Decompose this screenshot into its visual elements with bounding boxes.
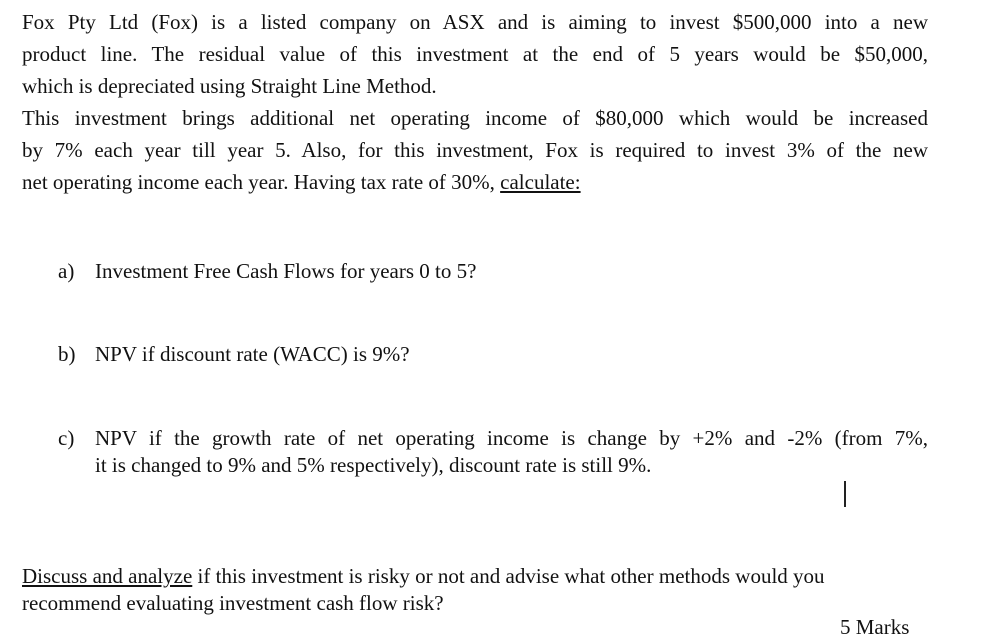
discussion-line-1-text: if this investment is risky or not and advise what other methods would you: [192, 564, 825, 588]
details-paragraph: [22, 102, 928, 198]
text-cursor: [844, 481, 846, 507]
question-a-line-1: Investment Free Cash Flows for years 0 to 5?: [95, 259, 477, 283]
details-line-3: [22, 166, 928, 198]
discuss-analyze-label: Discuss and analyze: [22, 564, 193, 588]
question-c-line-1: NPV if the growth rate of net operating income is change by +2% and -2% (from 7%,: [95, 426, 928, 450]
details-line-2: by 7% each year till year 5. Also, for this investment, Fox is required to invest 3% of the new: [22, 138, 928, 162]
question-c-text: [95, 425, 928, 479]
question-b-marker: b): [58, 342, 76, 366]
question-c-marker: c): [58, 426, 75, 450]
intro-line-3: which is depreciated using Straight Line Method.: [22, 74, 437, 98]
discussion-line-1: [22, 563, 928, 590]
question-a-text: [95, 258, 928, 285]
discussion-line-2: recommend evaluating investment cash flow risk?: [22, 591, 444, 615]
marks-label: 5 Marks: [840, 615, 910, 639]
calculate-label: calculate:: [500, 170, 581, 194]
intro-line-1: Fox Pty Ltd (Fox) is a listed company on ASX and is aiming to invest $500,000 into a new: [22, 10, 928, 34]
intro-paragraph: [22, 6, 928, 102]
details-line-1: This investment brings additional net operating income of $80,000 which would be increased: [22, 106, 928, 130]
question-b-line-1: NPV if discount rate (WACC) is 9%?: [95, 342, 410, 366]
details-line-3-text: net operating income each year. Having tax rate of 30%,: [22, 170, 501, 194]
question-b-text: [95, 341, 928, 368]
question-c-line-2: it is changed to 9% and 5% respectively), discount rate is still 9%.: [95, 453, 652, 477]
intro-line-2: product line. The residual value of this investment at the end of 5 years would be $50,000,: [22, 42, 928, 66]
question-a-marker: a): [58, 259, 75, 283]
discussion-paragraph: [22, 563, 928, 617]
